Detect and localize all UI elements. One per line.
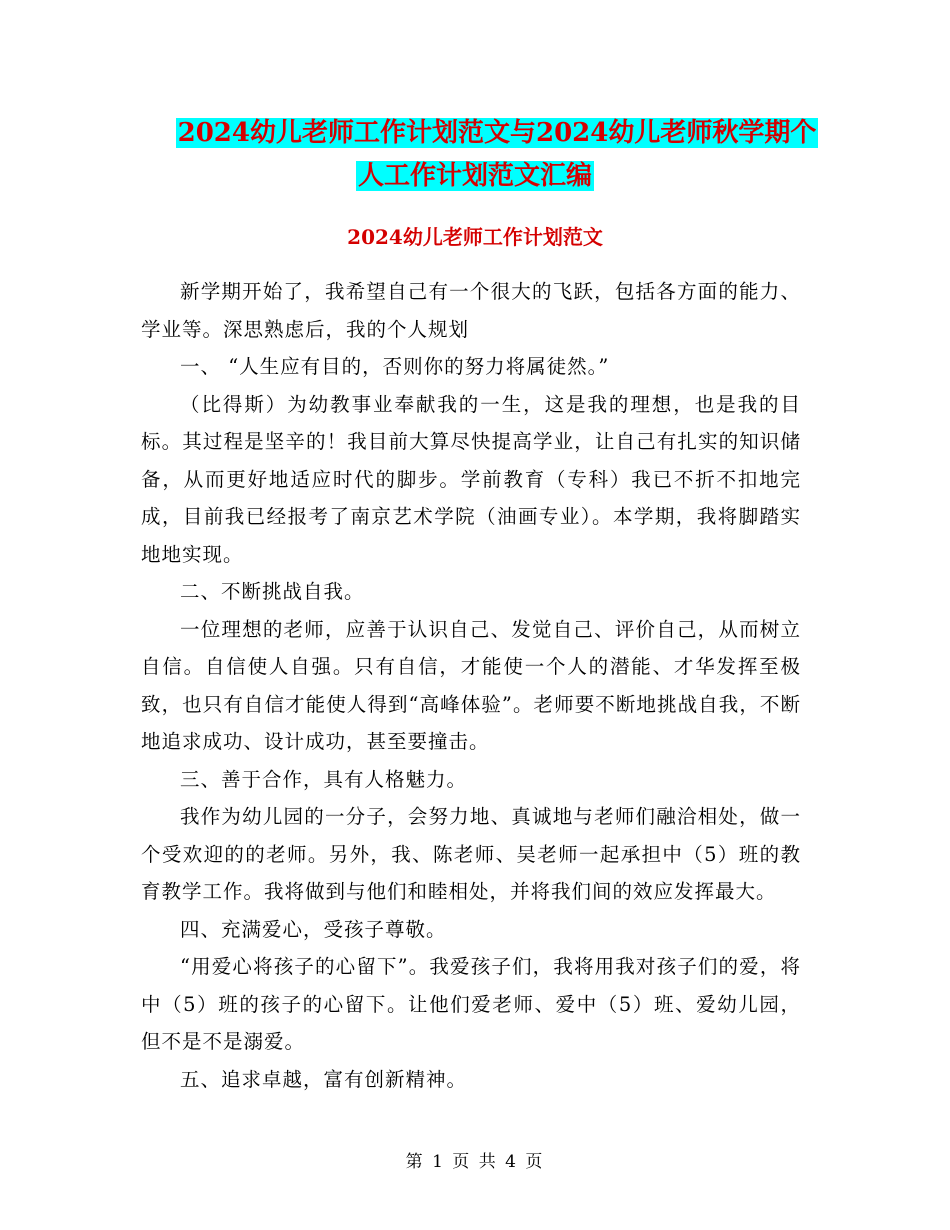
paragraph: 新学期开始了，我希望自己有一个很大的飞跃，包括各方面的能力、学业等。深思熟虑后，我的个人规划 [141, 280, 801, 341]
paragraph: 二、不断挑战自我。 [180, 580, 365, 603]
section-title: 2024幼儿老师工作计划范文 [347, 225, 603, 249]
paragraph: 一位理想的老师，应善于认识自己、发觉自己、评价自己，从而树立自信。自信使人自强。只有自信，才能使一个人的潜能、才华发挥至极致，也只有自信才能使人得到“高峰体验”。老师要不断地挑战自我，不断地追求成功、设计成功，甚至要撞击。 [141, 617, 801, 753]
document-body [141, 273, 801, 1098]
title-line-2: 人工作计划范文汇编 [357, 161, 592, 191]
paragraph: 三、善于合作，具有人格魅力。 [180, 767, 468, 791]
paragraph: 五、追求卓越，富有创新精神。 [180, 1067, 468, 1091]
page-footer: 第 1 页 共 4 页 [405, 1152, 545, 1172]
title-line-1: 2024幼儿老师工作计划范文与2024幼儿老师秋学期个 [177, 118, 817, 148]
paragraph: “用爱心将孩子的心留下”。我爱孩子们，我将用我对孩子们的爱，将中（5）班的孩子的心留下。让他们爱老师、爱中（5）班、爱幼儿园，但不是不是溺爱。 [141, 955, 801, 1053]
paragraph: （比得斯）为幼教事业奉献我的一生，这是我的理想，也是我的目标。其过程是坚辛的！我目前大算尽快提高学业，让自己有扎实的知识储备，从而更好地适应时代的脚步。学前教育（专科）我已不折不扣地完成，目前我已经报考了南京艺术学院（油画专业）。本学期，我将脚踏实地地实现。 [141, 392, 801, 566]
document-title [0, 112, 950, 198]
paragraph: 我作为幼儿园的一分子，会努力地、真诚地与老师们融洽相处，做一个受欢迎的的老师。另外，我、陈老师、吴老师一起承担中（5）班的教育教学工作。我将做到与他们和睦相处，并将我们间的效应发挥最大。 [141, 805, 801, 903]
paragraph: 一、 “人生应有目的，否则你的努力将属徒然。” [180, 355, 610, 378]
paragraph: 四、充满爱心，受孩子尊敬。 [180, 917, 447, 941]
